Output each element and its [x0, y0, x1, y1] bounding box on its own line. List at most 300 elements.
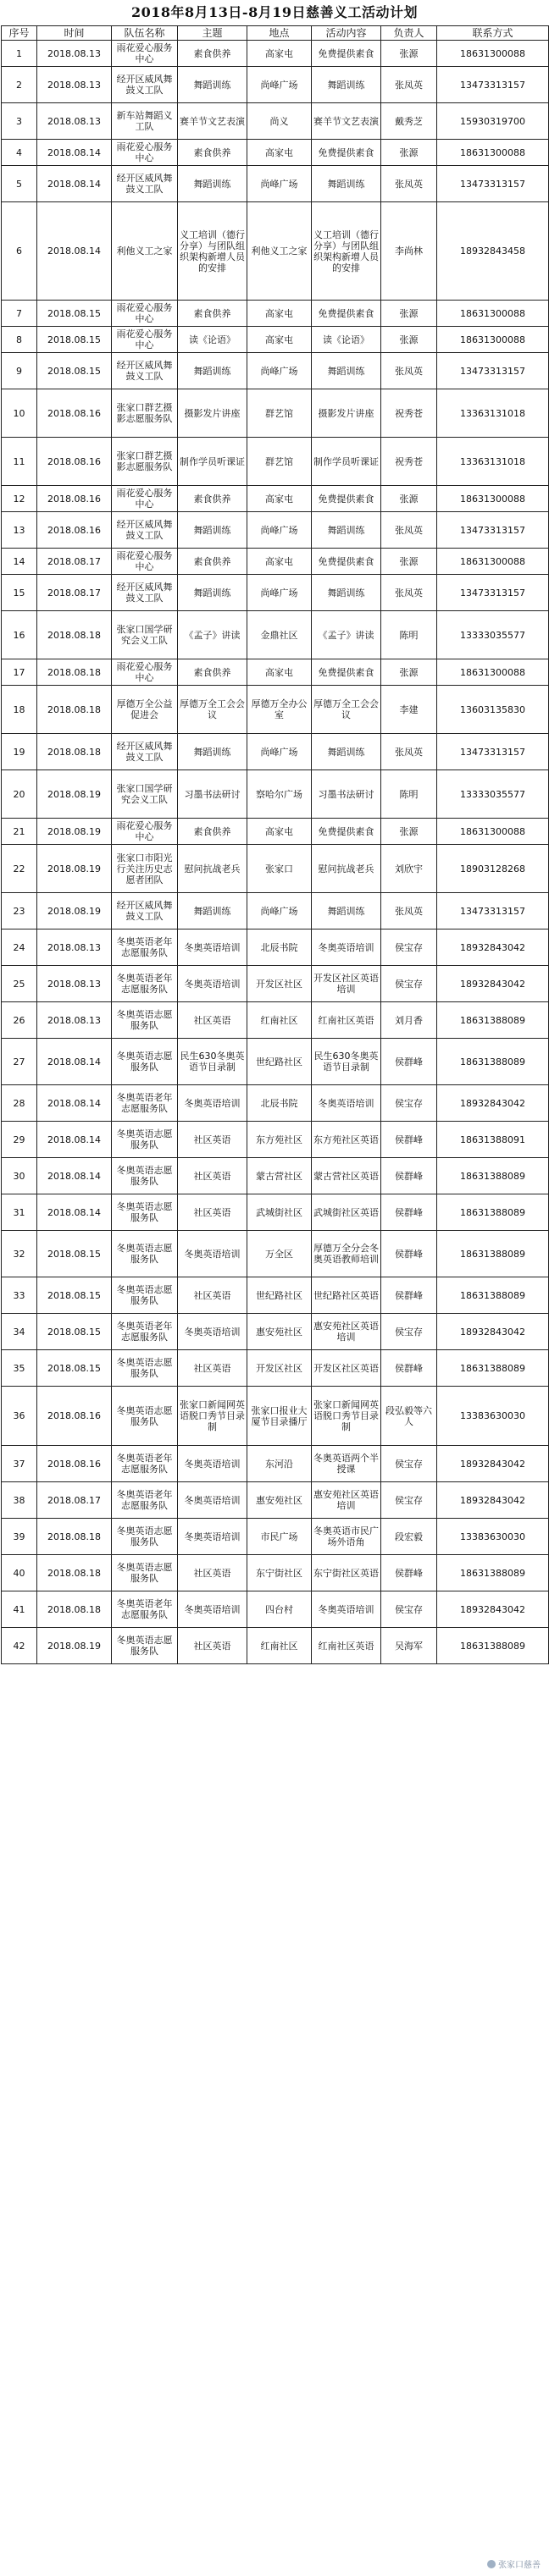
cell-theme: 舞蹈训练: [178, 575, 247, 611]
watermark: [484, 2557, 544, 2571]
cell-time: 2018.08.13: [37, 103, 112, 140]
cell-content: 惠安苑社区英语培训: [312, 1482, 381, 1519]
cell-content: 摄影发片讲座: [312, 389, 381, 438]
cell-team: 张家口市阳光行关注历史志愿者团队: [112, 845, 178, 893]
cell-content: 舞蹈训练: [312, 512, 381, 549]
cell-time: 2018.08.13: [37, 1002, 112, 1039]
cell-index: 6: [2, 202, 37, 301]
cell-leader: 侯群峰: [381, 1555, 437, 1591]
cell-time: 2018.08.14: [37, 1039, 112, 1085]
cell-location: 高家屯: [247, 41, 312, 67]
cell-team: 冬奥英语老年志愿服务队: [112, 1314, 178, 1350]
cell-team: 张家口群艺摄影志愿服务队: [112, 389, 178, 438]
cell-leader: 张凤英: [381, 734, 437, 770]
cell-location: 群艺馆: [247, 389, 312, 438]
cell-time: 2018.08.18: [37, 686, 112, 734]
cell-leader: 张源: [381, 140, 437, 166]
table-row: [2, 549, 549, 575]
cell-contact: 18932843042: [437, 1085, 549, 1122]
cell-location: 金鼎社区: [247, 611, 312, 659]
table-row: [2, 103, 549, 140]
cell-contact: 18932843042: [437, 1314, 549, 1350]
schedule-table: [1, 25, 549, 1664]
table-row: [2, 166, 549, 202]
cell-location: 高家屯: [247, 301, 312, 327]
cell-time: 2018.08.14: [37, 166, 112, 202]
cell-time: 2018.08.13: [37, 67, 112, 103]
cell-team: 经开区威风舞鼓义工队: [112, 893, 178, 929]
cell-team: 张家口国学研究会义工队: [112, 611, 178, 659]
cell-time: 2018.08.17: [37, 575, 112, 611]
cell-theme: 社区英语: [178, 1628, 247, 1664]
table-row: [2, 140, 549, 166]
cell-location: 东方苑社区: [247, 1122, 312, 1158]
cell-team: 经开区威风舞鼓义工队: [112, 166, 178, 202]
cell-content: 免费提供素食: [312, 819, 381, 845]
cell-contact: 13473313157: [437, 353, 549, 389]
cell-contact: 18631388089: [437, 1628, 549, 1664]
cell-content: 东宁街社区英语: [312, 1555, 381, 1591]
cell-index: 41: [2, 1591, 37, 1628]
cell-time: 2018.08.15: [37, 353, 112, 389]
cell-theme: 素食供养: [178, 41, 247, 67]
cell-team: 冬奥英语志愿服务队: [112, 1231, 178, 1277]
cell-leader: 侯宝存: [381, 1314, 437, 1350]
table-row: [2, 966, 549, 1002]
wechat-logo-icon: [487, 2560, 496, 2568]
cell-theme: 素食供养: [178, 140, 247, 166]
table-row: [2, 1277, 549, 1314]
cell-team: 经开区威风舞鼓义工队: [112, 67, 178, 103]
cell-location: 市民广场: [247, 1519, 312, 1555]
cell-team: 经开区威风舞鼓义工队: [112, 575, 178, 611]
cell-team: 雨花爱心服务中心: [112, 549, 178, 575]
table-row: [2, 1519, 549, 1555]
cell-index: 22: [2, 845, 37, 893]
cell-team: 冬奥英语老年志愿服务队: [112, 1085, 178, 1122]
column-header-time: 时间: [37, 26, 112, 41]
cell-leader: 张凤英: [381, 67, 437, 103]
cell-index: 1: [2, 41, 37, 67]
cell-index: 37: [2, 1446, 37, 1482]
cell-index: 15: [2, 575, 37, 611]
table-row: [2, 819, 549, 845]
cell-time: 2018.08.14: [37, 202, 112, 301]
cell-content: 开发区社区英语: [312, 1350, 381, 1387]
cell-time: 2018.08.19: [37, 893, 112, 929]
cell-theme: 慰问抗战老兵: [178, 845, 247, 893]
cell-time: 2018.08.18: [37, 1555, 112, 1591]
cell-contact: 18932843042: [437, 1591, 549, 1628]
cell-location: 惠安苑社区: [247, 1314, 312, 1350]
cell-team: 厚德万全公益促进会: [112, 686, 178, 734]
cell-content: 免费提供素食: [312, 486, 381, 512]
table-row: [2, 1314, 549, 1350]
cell-index: 28: [2, 1085, 37, 1122]
cell-theme: 冬奥英语培训: [178, 1231, 247, 1277]
cell-contact: 18631388089: [437, 1231, 549, 1277]
cell-index: 14: [2, 549, 37, 575]
cell-index: 35: [2, 1350, 37, 1387]
cell-contact: 18631388089: [437, 1277, 549, 1314]
cell-contact: 13473313157: [437, 67, 549, 103]
cell-theme: 社区英语: [178, 1555, 247, 1591]
cell-time: 2018.08.14: [37, 1122, 112, 1158]
cell-time: 2018.08.16: [37, 486, 112, 512]
cell-leader: 侯宝存: [381, 929, 437, 966]
cell-time: 2018.08.19: [37, 1628, 112, 1664]
cell-time: 2018.08.18: [37, 611, 112, 659]
cell-location: 厚德万全办公室: [247, 686, 312, 734]
cell-leader: 侯群峰: [381, 1039, 437, 1085]
cell-location: 利他义工之家: [247, 202, 312, 301]
cell-contact: 13473313157: [437, 575, 549, 611]
cell-team: 雨花爱心服务中心: [112, 41, 178, 67]
cell-contact: 13363131018: [437, 389, 549, 438]
cell-location: 尚峰广场: [247, 575, 312, 611]
cell-time: 2018.08.18: [37, 1591, 112, 1628]
cell-time: 2018.08.14: [37, 1085, 112, 1122]
cell-index: 36: [2, 1387, 37, 1446]
cell-location: 世纪路社区: [247, 1277, 312, 1314]
cell-location: 尚峰广场: [247, 512, 312, 549]
cell-leader: 张源: [381, 486, 437, 512]
cell-location: 开发区社区: [247, 1350, 312, 1387]
cell-time: 2018.08.16: [37, 512, 112, 549]
cell-location: 张家口: [247, 845, 312, 893]
table-row: [2, 575, 549, 611]
cell-leader: 张凤英: [381, 893, 437, 929]
cell-time: 2018.08.18: [37, 1519, 112, 1555]
cell-time: 2018.08.13: [37, 929, 112, 966]
cell-content: 免费提供素食: [312, 549, 381, 575]
cell-content: 免费提供素食: [312, 140, 381, 166]
cell-content: 读《论语》: [312, 327, 381, 353]
cell-time: 2018.08.14: [37, 140, 112, 166]
table-row: [2, 1194, 549, 1231]
cell-time: 2018.08.16: [37, 1446, 112, 1482]
cell-content: 东方苑社区英语: [312, 1122, 381, 1158]
cell-leader: 戴秀芝: [381, 103, 437, 140]
cell-leader: 侯群峰: [381, 1194, 437, 1231]
cell-theme: 冬奥英语培训: [178, 1591, 247, 1628]
cell-location: 开发区社区: [247, 966, 312, 1002]
cell-leader: 张凤英: [381, 166, 437, 202]
cell-leader: 张凤英: [381, 575, 437, 611]
cell-theme: 舞蹈训练: [178, 67, 247, 103]
cell-content: 冬奥英语市民广场外语角: [312, 1519, 381, 1555]
cell-content: 惠安苑社区英语培训: [312, 1314, 381, 1350]
cell-leader: 祝秀苍: [381, 438, 437, 486]
cell-location: 四台村: [247, 1591, 312, 1628]
cell-contact: 13383630030: [437, 1519, 549, 1555]
cell-leader: 侯群峰: [381, 1350, 437, 1387]
cell-leader: 陈明: [381, 770, 437, 819]
cell-leader: 祝秀苍: [381, 389, 437, 438]
cell-team: 冬奥英语老年志愿服务队: [112, 929, 178, 966]
cell-location: 高家屯: [247, 486, 312, 512]
cell-index: 38: [2, 1482, 37, 1519]
cell-leader: 张源: [381, 327, 437, 353]
column-header-theme: 主题: [178, 26, 247, 41]
cell-time: 2018.08.15: [37, 301, 112, 327]
cell-contact: 13363131018: [437, 438, 549, 486]
cell-index: 11: [2, 438, 37, 486]
cell-team: 经开区威风舞鼓义工队: [112, 734, 178, 770]
cell-location: 尚峰广场: [247, 353, 312, 389]
cell-contact: 18631300088: [437, 659, 549, 686]
column-header-content: 活动内容: [312, 26, 381, 41]
table-row: [2, 67, 549, 103]
cell-team: 冬奥英语志愿服务队: [112, 1519, 178, 1555]
cell-index: 10: [2, 389, 37, 438]
cell-team: 冬奥英语老年志愿服务队: [112, 966, 178, 1002]
cell-location: 东宁街社区: [247, 1555, 312, 1591]
cell-contact: 18631388089: [437, 1002, 549, 1039]
cell-theme: 舞蹈训练: [178, 734, 247, 770]
cell-index: 16: [2, 611, 37, 659]
cell-theme: 社区英语: [178, 1122, 247, 1158]
cell-index: 9: [2, 353, 37, 389]
cell-index: 29: [2, 1122, 37, 1158]
cell-content: 红南社区英语: [312, 1002, 381, 1039]
cell-time: 2018.08.17: [37, 549, 112, 575]
cell-contact: 13473313157: [437, 893, 549, 929]
table-row: [2, 1085, 549, 1122]
cell-index: 34: [2, 1314, 37, 1350]
table-row: [2, 1555, 549, 1591]
cell-location: 高家屯: [247, 659, 312, 686]
cell-leader: 张源: [381, 549, 437, 575]
cell-theme: 民生630冬奥英语节目录制: [178, 1039, 247, 1085]
cell-leader: 吴海军: [381, 1628, 437, 1664]
cell-leader: 侯宝存: [381, 1085, 437, 1122]
column-header-team: 队伍名称: [112, 26, 178, 41]
cell-contact: 13333035577: [437, 611, 549, 659]
cell-content: 蒙古营社区英语: [312, 1158, 381, 1194]
cell-contact: 13473313157: [437, 512, 549, 549]
cell-team: 冬奥英语志愿服务队: [112, 1387, 178, 1446]
cell-index: 30: [2, 1158, 37, 1194]
cell-theme: 舞蹈训练: [178, 353, 247, 389]
cell-location: 武城街社区: [247, 1194, 312, 1231]
cell-content: 冬奥英语培训: [312, 1085, 381, 1122]
cell-index: 27: [2, 1039, 37, 1085]
cell-contact: 18631300088: [437, 819, 549, 845]
cell-time: 2018.08.18: [37, 734, 112, 770]
cell-location: 尚峰广场: [247, 166, 312, 202]
cell-leader: 侯群峰: [381, 1231, 437, 1277]
cell-leader: 张源: [381, 301, 437, 327]
table-row: [2, 1591, 549, 1628]
cell-leader: 侯宝存: [381, 1591, 437, 1628]
table-row: [2, 301, 549, 327]
cell-theme: 冬奥英语培训: [178, 1085, 247, 1122]
cell-leader: 李尚林: [381, 202, 437, 301]
cell-contact: 18631388089: [437, 1555, 549, 1591]
cell-theme: 社区英语: [178, 1194, 247, 1231]
cell-leader: 张凤英: [381, 512, 437, 549]
cell-team: 雨花爱心服务中心: [112, 819, 178, 845]
cell-location: 红南社区: [247, 1002, 312, 1039]
cell-theme: 社区英语: [178, 1158, 247, 1194]
cell-leader: 刘欣宇: [381, 845, 437, 893]
cell-team: 冬奥英语志愿服务队: [112, 1122, 178, 1158]
table-row: [2, 929, 549, 966]
cell-content: 赛羊节文艺表演: [312, 103, 381, 140]
cell-contact: 18631300088: [437, 140, 549, 166]
table-row: [2, 1350, 549, 1387]
cell-contact: 18932843042: [437, 966, 549, 1002]
cell-content: 制作学员听课证: [312, 438, 381, 486]
cell-theme: 社区英语: [178, 1350, 247, 1387]
cell-location: 北辰书院: [247, 929, 312, 966]
cell-leader: 李建: [381, 686, 437, 734]
cell-time: 2018.08.13: [37, 966, 112, 1002]
table-row: [2, 1387, 549, 1446]
cell-index: 39: [2, 1519, 37, 1555]
cell-content: 舞蹈训练: [312, 734, 381, 770]
cell-leader: 张源: [381, 659, 437, 686]
cell-location: 惠安苑社区: [247, 1482, 312, 1519]
cell-theme: 赛羊节文艺表演: [178, 103, 247, 140]
cell-index: 25: [2, 966, 37, 1002]
cell-content: 舞蹈训练: [312, 353, 381, 389]
cell-leader: 侯宝存: [381, 1482, 437, 1519]
table-row: [2, 512, 549, 549]
cell-team: 雨花爱心服务中心: [112, 659, 178, 686]
cell-time: 2018.08.19: [37, 819, 112, 845]
table-row: [2, 770, 549, 819]
cell-contact: 18932843042: [437, 1446, 549, 1482]
table-row: [2, 327, 549, 353]
cell-content: 舞蹈训练: [312, 893, 381, 929]
cell-index: 32: [2, 1231, 37, 1277]
cell-team: 冬奥英语老年志愿服务队: [112, 1446, 178, 1482]
cell-index: 2: [2, 67, 37, 103]
cell-content: 厚德万全分会冬奥英语教师培训: [312, 1231, 381, 1277]
table-row: [2, 1482, 549, 1519]
cell-theme: 素食供养: [178, 819, 247, 845]
cell-time: 2018.08.15: [37, 1314, 112, 1350]
cell-location: 高家屯: [247, 140, 312, 166]
table-row: [2, 734, 549, 770]
cell-content: 张家口新闻网英语脱口秀节目录制: [312, 1387, 381, 1446]
table-row: [2, 41, 549, 67]
table-header-row: [2, 26, 549, 41]
cell-content: 舞蹈训练: [312, 67, 381, 103]
cell-index: 19: [2, 734, 37, 770]
cell-team: 雨花爱心服务中心: [112, 140, 178, 166]
cell-contact: 13603135830: [437, 686, 549, 734]
cell-contact: 13333035577: [437, 770, 549, 819]
cell-location: 高家屯: [247, 819, 312, 845]
cell-index: 5: [2, 166, 37, 202]
cell-location: 群艺馆: [247, 438, 312, 486]
cell-content: 开发区社区英语培训: [312, 966, 381, 1002]
cell-theme: 素食供养: [178, 659, 247, 686]
table-row: [2, 353, 549, 389]
cell-index: 8: [2, 327, 37, 353]
cell-leader: 侯宝存: [381, 966, 437, 1002]
cell-index: 42: [2, 1628, 37, 1664]
cell-leader: 刘月香: [381, 1002, 437, 1039]
cell-contact: 18631300088: [437, 327, 549, 353]
cell-index: 4: [2, 140, 37, 166]
cell-index: 33: [2, 1277, 37, 1314]
cell-time: 2018.08.19: [37, 770, 112, 819]
cell-theme: 社区英语: [178, 1002, 247, 1039]
cell-theme: 习墨书法研讨: [178, 770, 247, 819]
cell-theme: 《孟子》讲读: [178, 611, 247, 659]
cell-leader: 侯群峰: [381, 1277, 437, 1314]
cell-content: 冬奥英语培训: [312, 1591, 381, 1628]
cell-index: 17: [2, 659, 37, 686]
cell-location: 北辰书院: [247, 1085, 312, 1122]
cell-time: 2018.08.15: [37, 1350, 112, 1387]
cell-time: 2018.08.18: [37, 659, 112, 686]
cell-location: 万全区: [247, 1231, 312, 1277]
cell-content: 免费提供素食: [312, 41, 381, 67]
table-row: [2, 438, 549, 486]
cell-contact: 18932843042: [437, 1482, 549, 1519]
cell-theme: 冬奥英语培训: [178, 1446, 247, 1482]
cell-time: 2018.08.16: [37, 1387, 112, 1446]
cell-team: 张家口群艺摄影志愿服务队: [112, 438, 178, 486]
cell-team: 冬奥英语志愿服务队: [112, 1628, 178, 1664]
cell-team: 新车站舞蹈义工队: [112, 103, 178, 140]
cell-content: 厚德万全工会会议: [312, 686, 381, 734]
column-header-leader: 负责人: [381, 26, 437, 41]
cell-time: 2018.08.16: [37, 389, 112, 438]
cell-content: 民生630冬奥英语节目录制: [312, 1039, 381, 1085]
cell-content: 冬奥英语培训: [312, 929, 381, 966]
cell-index: 23: [2, 893, 37, 929]
cell-team: 冬奥英语志愿服务队: [112, 1039, 178, 1085]
cell-contact: 13473313157: [437, 166, 549, 202]
cell-location: 东河沿: [247, 1446, 312, 1482]
cell-location: 尚峰广场: [247, 734, 312, 770]
cell-index: 20: [2, 770, 37, 819]
cell-contact: 18631300088: [437, 301, 549, 327]
cell-time: 2018.08.13: [37, 41, 112, 67]
cell-leader: 段弘毅等六人: [381, 1387, 437, 1446]
column-header-index: 序号: [2, 26, 37, 41]
table-row: [2, 486, 549, 512]
cell-team: 冬奥英语志愿服务队: [112, 1194, 178, 1231]
table-row: [2, 1628, 549, 1664]
table-row: [2, 389, 549, 438]
cell-time: 2018.08.14: [37, 1194, 112, 1231]
cell-leader: 陈明: [381, 611, 437, 659]
cell-contact: 18631388091: [437, 1122, 549, 1158]
cell-index: 26: [2, 1002, 37, 1039]
cell-theme: 冬奥英语培训: [178, 966, 247, 1002]
cell-leader: 侯宝存: [381, 1446, 437, 1482]
cell-team: 雨花爱心服务中心: [112, 486, 178, 512]
cell-contact: 18631300088: [437, 41, 549, 67]
table-row: [2, 845, 549, 893]
cell-index: 12: [2, 486, 37, 512]
table-row: [2, 1158, 549, 1194]
cell-time: 2018.08.17: [37, 1482, 112, 1519]
cell-content: 舞蹈训练: [312, 166, 381, 202]
table-row: [2, 1122, 549, 1158]
cell-theme: 厚德万全工会会议: [178, 686, 247, 734]
cell-theme: 冬奥英语培训: [178, 1482, 247, 1519]
cell-index: 40: [2, 1555, 37, 1591]
cell-time: 2018.08.16: [37, 438, 112, 486]
